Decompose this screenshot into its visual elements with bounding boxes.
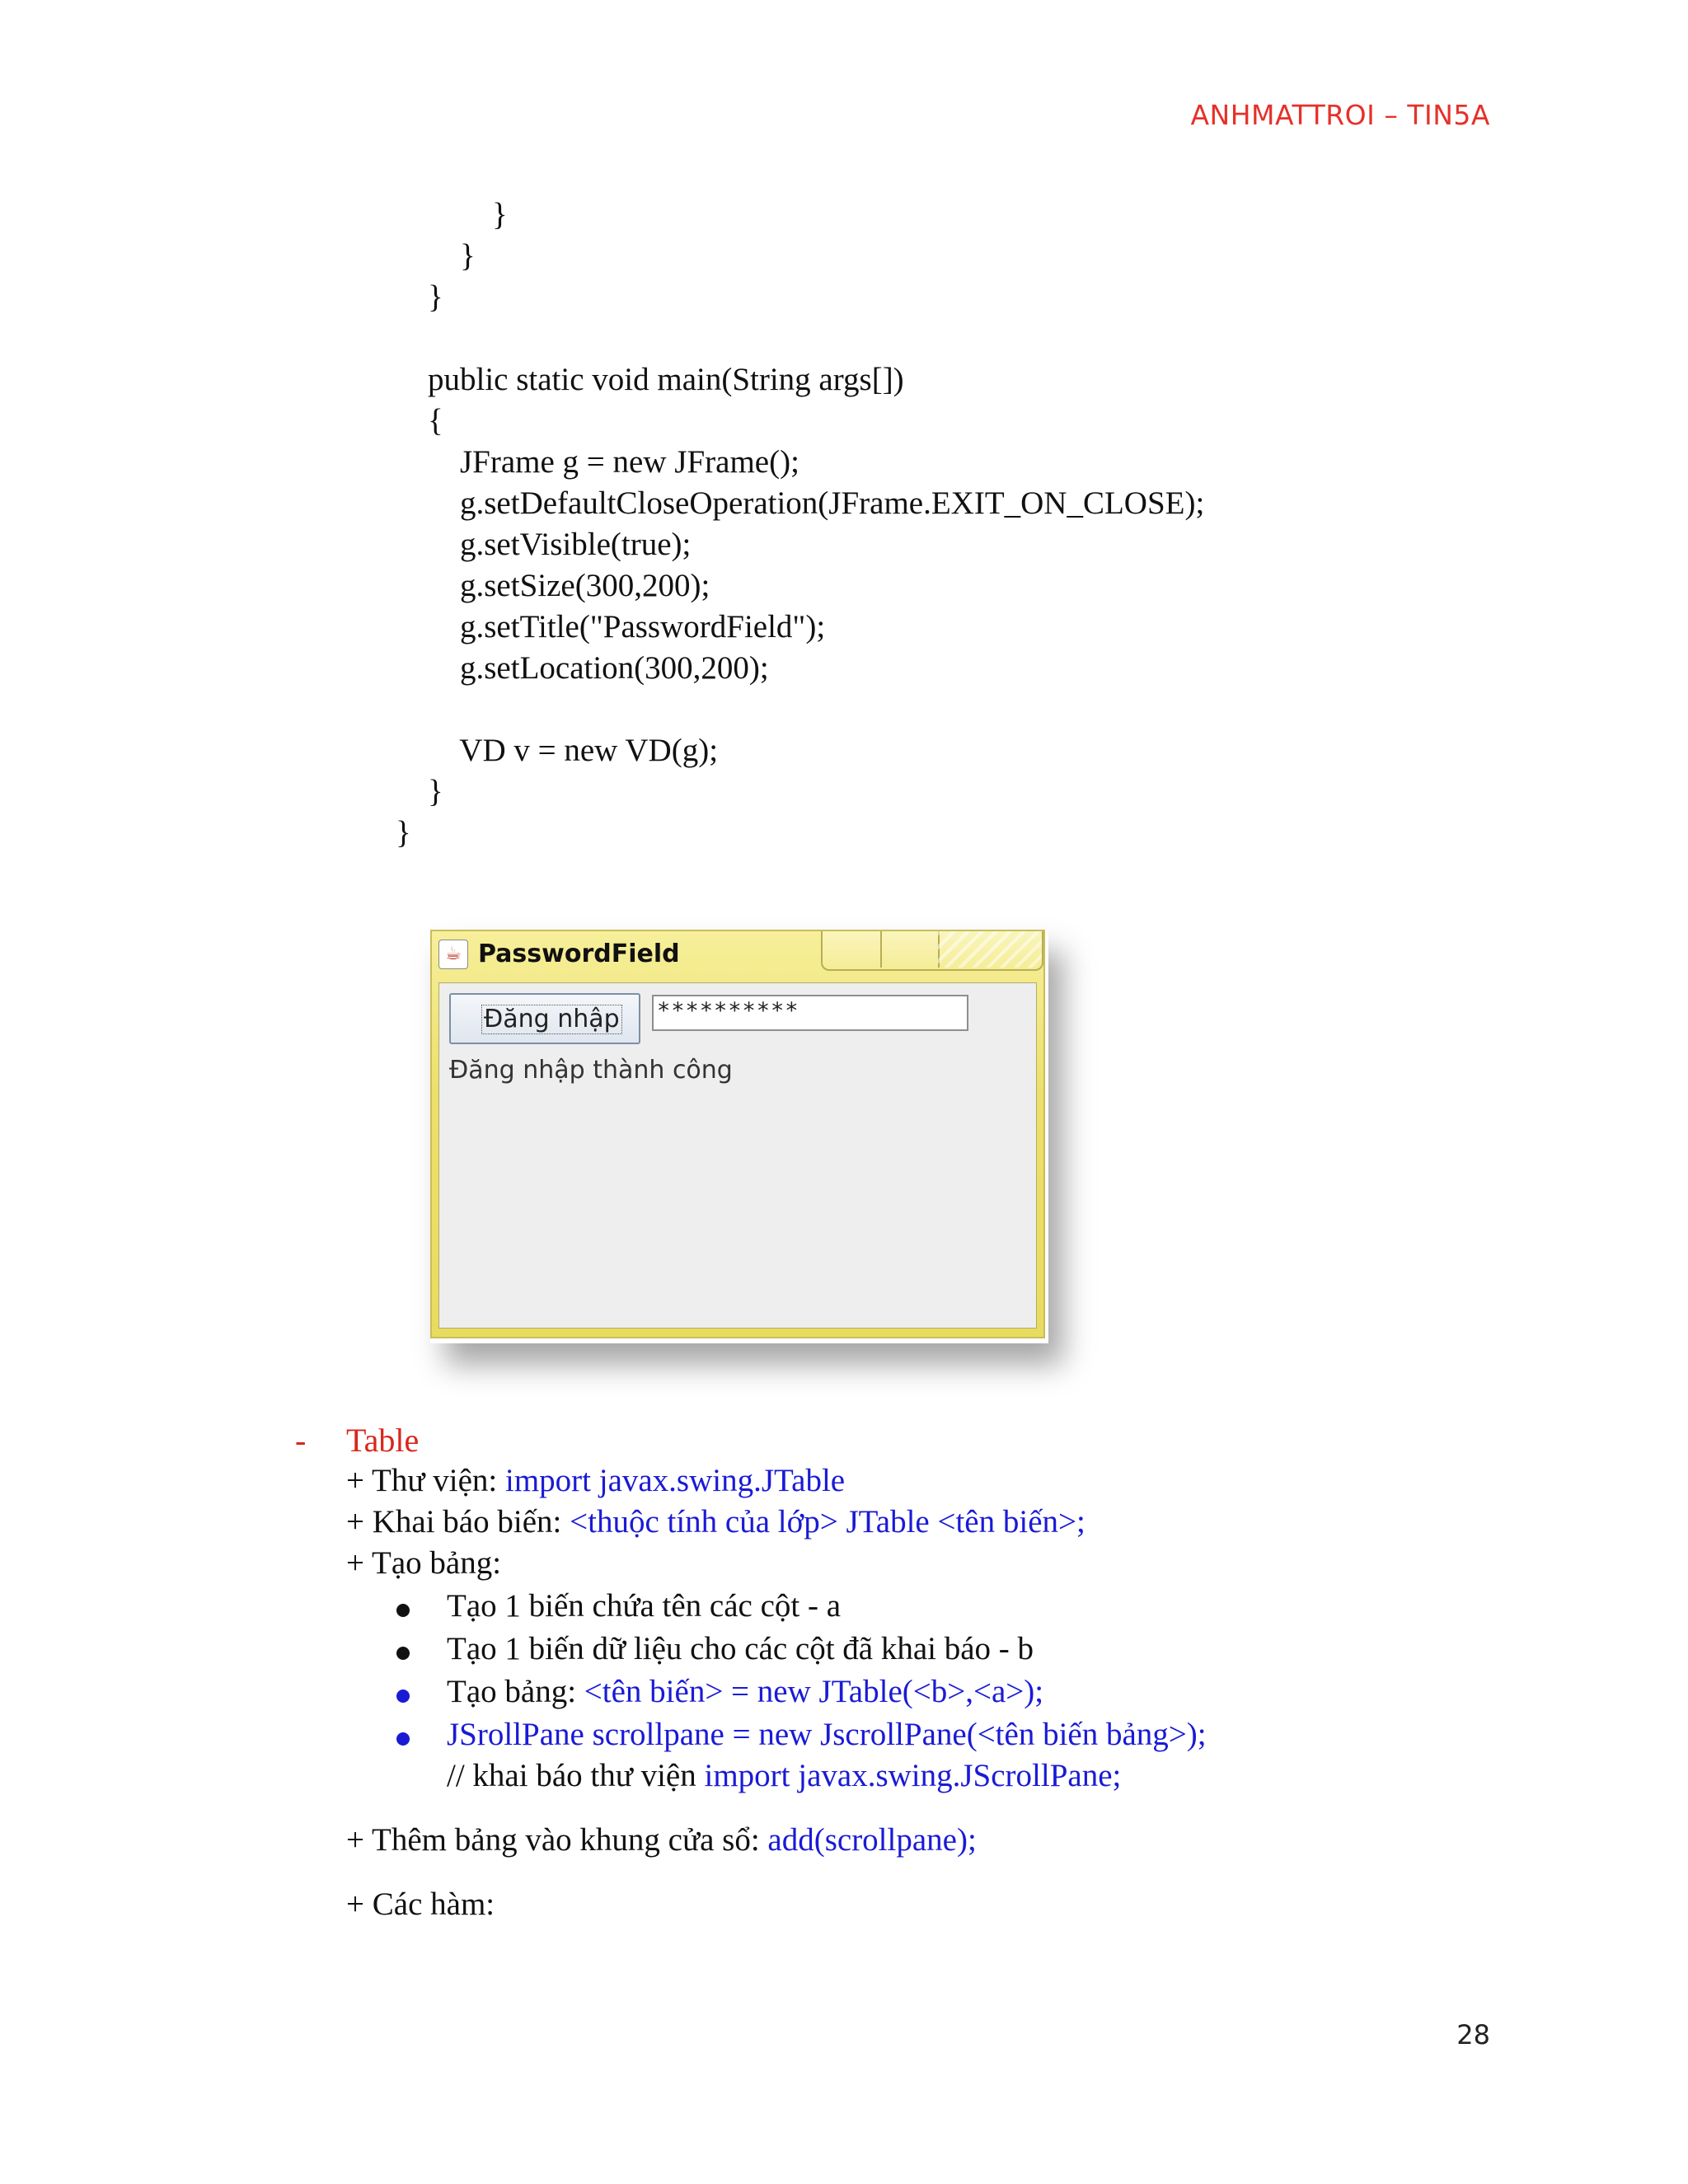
password-field[interactable]: ********** bbox=[652, 995, 968, 1031]
code-line bbox=[396, 689, 1204, 730]
maximize-button[interactable] bbox=[880, 931, 940, 968]
library-line bbox=[346, 1462, 845, 1499]
status-label: Đăng nhập thành công bbox=[449, 1056, 733, 1085]
section-heading: Table bbox=[346, 1422, 420, 1459]
page-number: 28 bbox=[1456, 2019, 1490, 2050]
step-3 bbox=[447, 1673, 1043, 1710]
bullet-icon bbox=[396, 1604, 410, 1617]
code-line: } bbox=[396, 197, 508, 232]
window-titlebar[interactable] bbox=[432, 931, 1043, 979]
code-line: g.setSize(300,200); bbox=[396, 568, 710, 603]
code-line: g.setVisible(true); bbox=[396, 527, 692, 562]
minimize-button[interactable] bbox=[823, 931, 882, 968]
add-table-prefix: + Thêm bảng vào khung cửa sổ: bbox=[346, 1822, 768, 1858]
step-2: Tạo 1 biến dữ liệu cho các cột đã khai báo - b bbox=[447, 1631, 1034, 1666]
code-line: } bbox=[396, 815, 411, 851]
close-button[interactable] bbox=[938, 931, 1042, 968]
page-header: ANHMATTROI – TIN5A bbox=[1190, 99, 1490, 131]
java-icon: ☕ bbox=[438, 940, 468, 969]
password-window bbox=[430, 930, 1045, 1338]
step-4-note-prefix: // khai báo thư viện bbox=[447, 1758, 705, 1793]
code-line: g.setDefaultCloseOperation(JFrame.EXIT_ON_CLOSE); bbox=[396, 485, 1205, 521]
bullet-icon bbox=[396, 1690, 410, 1703]
login-button[interactable] bbox=[449, 993, 640, 1044]
window-controls bbox=[821, 931, 1043, 971]
declaration-prefix: + Khai báo biến: bbox=[346, 1504, 570, 1540]
create-table-label: + Tạo bảng: bbox=[346, 1545, 502, 1581]
add-table-value: add(scrollpane); bbox=[767, 1822, 977, 1858]
declaration-value: <thuộc tính của lớp> JTable <tên biến>; bbox=[570, 1504, 1085, 1540]
code-line bbox=[396, 318, 1204, 359]
login-button-label: Đăng nhập bbox=[481, 1005, 622, 1034]
step-1: Tạo 1 biến chứa tên các cột - a bbox=[447, 1588, 842, 1624]
code-line: JFrame g = new JFrame(); bbox=[396, 444, 799, 480]
code-line: } bbox=[396, 238, 476, 274]
window-title: PasswordField bbox=[478, 940, 680, 968]
code-line: } bbox=[396, 774, 443, 809]
bullet-icon bbox=[396, 1732, 410, 1746]
code-line: public static void main(String args[]) bbox=[396, 362, 904, 397]
code-line: g.setTitle("PasswordField"); bbox=[396, 609, 826, 644]
library-value: import javax.swing.JTable bbox=[504, 1463, 846, 1498]
section-dash: - bbox=[295, 1422, 307, 1459]
declaration-line bbox=[346, 1503, 1085, 1540]
code-line: g.setLocation(300,200); bbox=[396, 650, 769, 686]
step-4: JSrollPane scrollpane = new JscrollPane(<tên biến bảng>); bbox=[447, 1717, 1207, 1752]
step-3-value: <tên biến> = new JTable(<b>,<a>); bbox=[584, 1674, 1044, 1709]
bullet-icon bbox=[396, 1647, 410, 1660]
code-line: { bbox=[396, 403, 443, 438]
window-content bbox=[438, 982, 1037, 1329]
code-line: } bbox=[396, 279, 443, 315]
step-3-prefix: Tạo bảng: bbox=[447, 1674, 584, 1709]
library-prefix: + Thư viện: bbox=[346, 1463, 505, 1498]
code-line: VD v = new VD(g); bbox=[396, 733, 719, 768]
add-table-line bbox=[346, 1821, 977, 1858]
step-4-note-value: import javax.swing.JScrollPane; bbox=[704, 1758, 1122, 1793]
step-4-note bbox=[447, 1757, 1121, 1794]
code-block bbox=[396, 194, 1204, 854]
functions-label: + Các hàm: bbox=[346, 1886, 495, 1922]
